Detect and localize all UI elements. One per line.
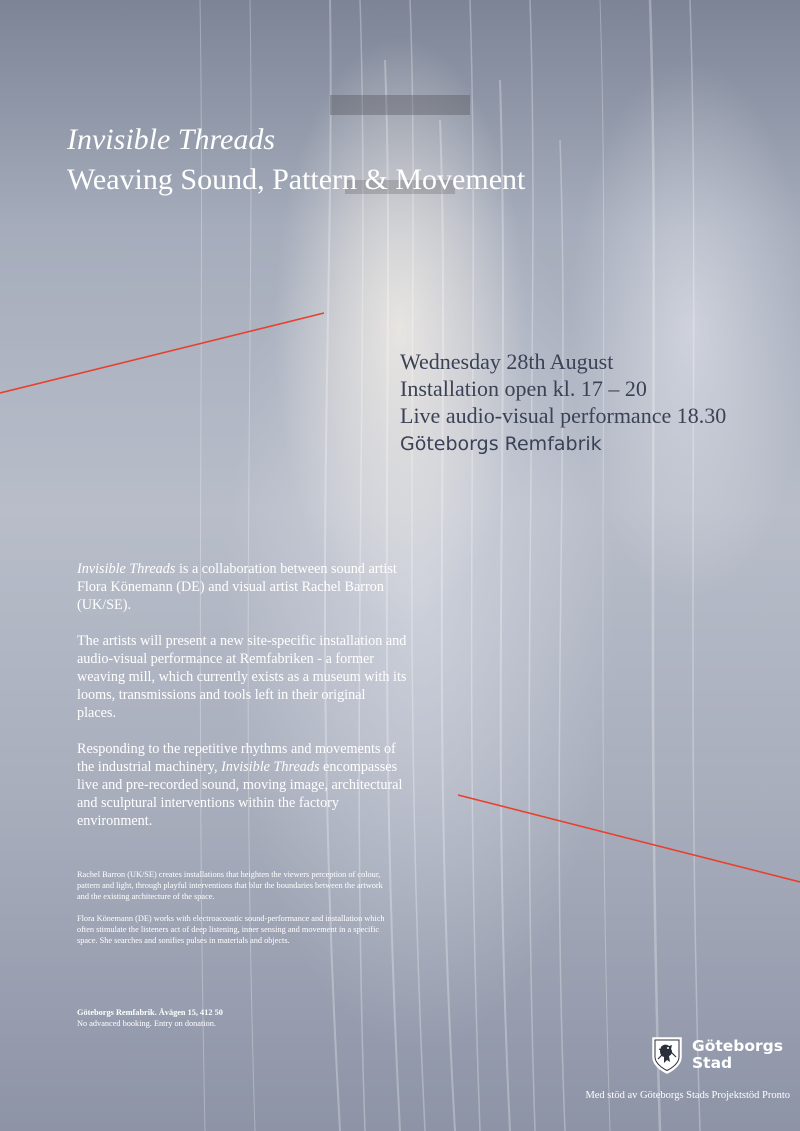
- accent-line-left: [0, 313, 324, 393]
- body-p1-text: is a collaboration between sound artist Flora Könemann (DE) and visual artist Rachel Barron (UK/SE).: [77, 561, 397, 613]
- goteborgs-stad-logo: [650, 1033, 790, 1077]
- booking-note: No advanced booking. Entry on donation.: [77, 1019, 216, 1028]
- gothenburg-coat-of-arms-icon: [650, 1035, 684, 1075]
- title-line-2: Weaving Sound, Pattern & Movement: [67, 163, 526, 196]
- logo-wordmark: [692, 1038, 783, 1072]
- accent-line-right: [458, 795, 800, 882]
- event-date: Wednesday 28th August: [400, 349, 614, 374]
- body-p1-title: Invisible Threads: [77, 561, 176, 577]
- bio-flora-konemann: Flora Könemann (DE) works with electroacoustic sound-performance and installation which often stimulate the listeners act of deep listening, inner sensing and movement in a specific space. She searches and sonifies pulses in materials and objects.: [77, 914, 385, 945]
- logo-line-1: Göteborgs: [692, 1037, 784, 1055]
- venue-info: [77, 1007, 377, 1029]
- body-paragraph-1: [77, 560, 407, 614]
- bio-rachel-barron: Rachel Barron (UK/SE) creates installations that heighten the viewers perception of colour, pattern and light, through playful interventions that blur the boundaries between the artwork and the existing architecture of the space.: [77, 870, 383, 901]
- poster-title: [67, 120, 525, 200]
- body-paragraph-3: [77, 740, 407, 830]
- event-performance-time: Live audio-visual performance 18.30: [400, 403, 727, 428]
- venue-address: Göteborgs Remfabrik. Åvägen 15, 412 50: [77, 1008, 223, 1017]
- support-credit: Med stöd av Göteborgs Stads Projektstöd Pronto: [585, 1090, 790, 1101]
- body-p3-title: Invisible Threads: [221, 759, 320, 775]
- body-paragraph-2: The artists will present a new site-specific installation and audio-visual performance at Remfabriken - a former weaving mill, which currently exists as a museum with its looms, transmissions and tools left in their original places.: [77, 633, 407, 721]
- title-line-1: Invisible Threads: [67, 123, 276, 156]
- event-installation-time: Installation open kl. 17 – 20: [400, 376, 647, 401]
- event-venue: Göteborgs Remfabrik: [400, 433, 602, 455]
- body-p3-start: Responding to the repetitive rhythms and movements of the industrial machinery,: [77, 741, 396, 775]
- artist-bios: [77, 869, 387, 957]
- event-details: [400, 348, 726, 458]
- body-copy: [77, 560, 407, 848]
- logo-line-2: Stad: [692, 1054, 733, 1072]
- body-p3-end: encompasses live and pre-recorded sound, moving image, architectural and sculptural interventions within the factory environment.: [77, 759, 403, 829]
